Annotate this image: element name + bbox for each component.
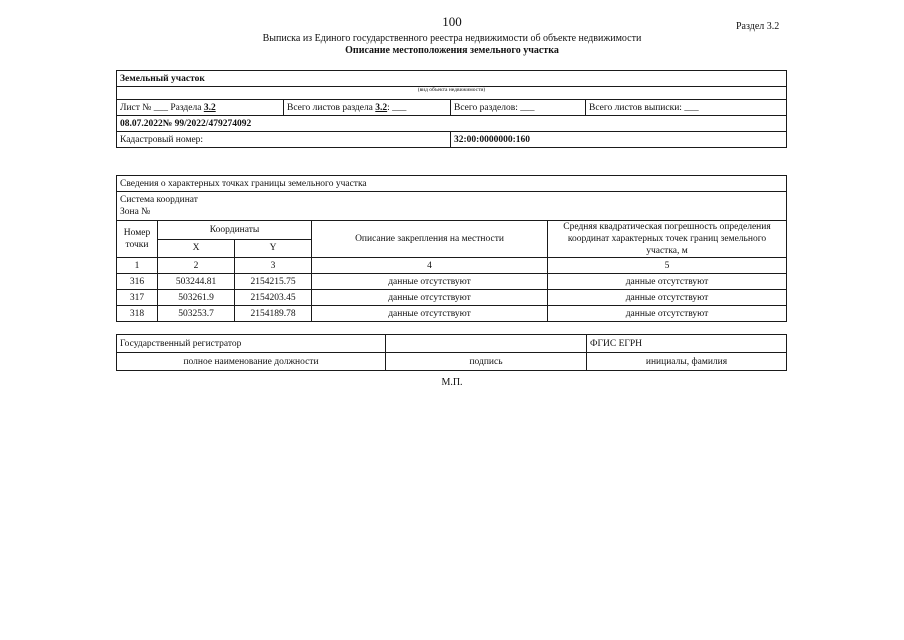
- sheet-cell: [117, 100, 284, 116]
- page-number: 100: [442, 14, 462, 29]
- document-title: Выписка из Единого государственного реестра недвижимости об объекте недвижимости: [262, 33, 642, 44]
- total-sheets-section-cell: [284, 100, 451, 116]
- section-value: 3.2: [203, 102, 216, 113]
- point-error: данные отсутствуют: [548, 306, 787, 322]
- point-description: данные отсутствуют: [312, 290, 548, 306]
- point-description: данные отсутствуют: [312, 306, 548, 322]
- point-error: данные отсутствуют: [548, 290, 787, 306]
- signature-field: [386, 335, 587, 353]
- registry-system: ФГИС ЕГРН: [587, 335, 787, 353]
- point-y: 2154189.78: [235, 306, 312, 322]
- point-description: данные отсутствуют: [312, 274, 548, 290]
- section-prefix: Раздела: [170, 102, 202, 113]
- point-x: 503261.9: [158, 290, 235, 306]
- point-number: 318: [117, 306, 158, 322]
- registrar-title: Государственный регистратор: [117, 335, 386, 353]
- signature-caption: подпись: [386, 353, 587, 371]
- object-type: Земельный участок: [117, 71, 787, 87]
- date-number: 08.07.2022№ 99/2022/479274092: [117, 116, 787, 132]
- table-row: [117, 290, 787, 306]
- total-sheets-section-value: 3.2: [375, 102, 388, 113]
- sheet-blank: ___: [153, 102, 168, 113]
- table-row: [117, 274, 787, 290]
- col-description: Описание закрепления на местности: [312, 221, 548, 258]
- col-number: 2: [158, 258, 235, 274]
- point-x: 503253.7: [158, 306, 235, 322]
- points-table-title: Сведения о характерных точках границы земельного участка: [117, 176, 787, 192]
- col-y: Y: [235, 239, 312, 258]
- point-error: данные отсутствуют: [548, 274, 787, 290]
- object-info-table: [116, 70, 787, 148]
- column-numbers-row: [117, 258, 787, 274]
- object-type-caption: (вид объекта недвижимости): [117, 87, 787, 100]
- col-number: 4: [312, 258, 548, 274]
- document-subtitle: Описание местоположения земельного участка: [345, 45, 559, 56]
- col-number: 5: [548, 258, 787, 274]
- stamp-label: М.П.: [441, 377, 463, 388]
- position-caption: полное наименование должности: [117, 353, 386, 371]
- col-x: X: [158, 239, 235, 258]
- point-number: 317: [117, 290, 158, 306]
- initials-caption: инициалы, фамилия: [587, 353, 787, 371]
- cadastral-label: Кадастровый номер:: [117, 132, 451, 148]
- point-y: 2154215.75: [235, 274, 312, 290]
- col-coordinates: Координаты: [158, 221, 312, 240]
- point-number: 316: [117, 274, 158, 290]
- signature-table: [116, 334, 787, 371]
- point-y: 2154203.45: [235, 290, 312, 306]
- zone-label: Зона №: [120, 207, 151, 217]
- total-sheets-section-suffix: : ___: [387, 102, 407, 113]
- cadastral-value: 32:00:0000000:160: [451, 132, 787, 148]
- total-sections: Всего разделов: ___: [451, 100, 586, 116]
- col-error: Средняя квадратическая погрешность определения координат характерных точек границ земельного участка, м: [548, 221, 787, 258]
- boundary-points-table: [116, 175, 787, 322]
- coordinate-system-label: Система координат: [120, 195, 198, 205]
- point-x: 503244.81: [158, 274, 235, 290]
- table-row: [117, 306, 787, 322]
- sheet-label: Лист №: [120, 102, 152, 113]
- section-label: Раздел 3.2: [736, 21, 780, 32]
- total-sheets-extract: Всего листов выписки: ___: [586, 100, 787, 116]
- col-number: 1: [117, 258, 158, 274]
- col-number: 3: [235, 258, 312, 274]
- col-point-number: Номер точки: [117, 221, 158, 258]
- coordinate-system-cell: [117, 192, 787, 221]
- total-sheets-section-prefix: Всего листов раздела: [287, 102, 373, 113]
